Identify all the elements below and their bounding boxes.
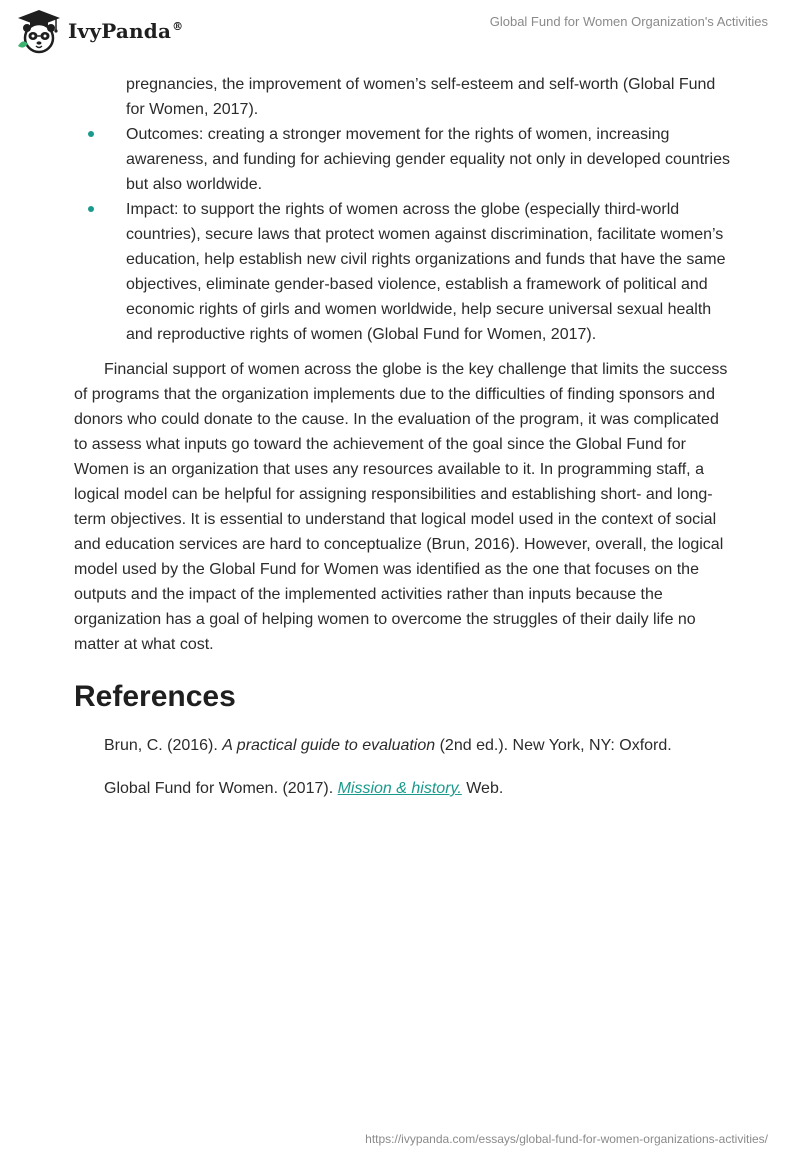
bullet-text: Impact: to support the rights of women across the globe (especially third-world countries), secure laws that protect women against discrimination, facilitate women’s education, help establish new civil rights organizations and funds that have the same objectives, eliminate gender-based violence, establish a framework of political and economic rights of girls and women worldwide, help secure universal sexual health and reproductive rights of women (Global Fund for Women, 2017). bbox=[126, 201, 726, 343]
bullet-item-outcomes bbox=[74, 122, 734, 197]
panda-graduate-icon bbox=[14, 6, 64, 56]
document-title: Global Fund for Women Organization's Activities bbox=[489, 14, 768, 29]
reference-publisher: (2nd ed.). New York, NY: Oxford. bbox=[435, 737, 672, 754]
body-paragraph: Financial support of women across the globe is the key challenge that limits the success of programs that the organization implements due to the difficulties of finding sponsors and donors who could donate to the cause. In the evaluation of the program, it was complicated to assess what inputs go toward the achievement of the goal since the Global Fund for Women is an organization that uses any resources available to it. In programming staff, a logical model can be helpful for assigning responsibilities and establishing short- and long-term objectives. It is essential to understand that logical model used in the context of social and education services are hard to conceptualize (Brun, 2016). However, overall, the logical model used by the Global Fund for Women was identified as the one that focuses on the outputs and the impact of the implemented activities rather than inputs because the organization has a goal of helping women to overcome the struggles of their daily life no matter at what cost. bbox=[74, 361, 728, 653]
references-heading: References bbox=[74, 680, 236, 713]
reference-author: Brun, C. (2016). bbox=[104, 737, 223, 754]
reference-title: A practical guide to evaluation bbox=[222, 737, 436, 754]
ivypanda-logo[interactable] bbox=[14, 6, 183, 56]
bullet-item-impact bbox=[74, 197, 734, 347]
essay-content bbox=[74, 72, 734, 819]
bullet-dot-icon bbox=[88, 131, 94, 137]
logo-text: IvyPanda® bbox=[68, 19, 184, 43]
mission-history-link[interactable]: Mission & history. bbox=[337, 780, 462, 797]
footer-url: https://ivypanda.com/essays/global-fund-for-women-organizations-activities/ bbox=[365, 1132, 768, 1146]
bullet-dot-icon bbox=[88, 206, 94, 212]
page-header bbox=[0, 0, 800, 64]
bullet-list bbox=[74, 122, 734, 347]
reference-brun bbox=[104, 733, 734, 758]
continued-bullet-text: pregnancies, the improvement of women’s self-esteem and self-worth (Global Fund for Women, 2017). bbox=[126, 76, 716, 118]
bullet-text: Outcomes: creating a stronger movement for the rights of women, increasing awareness, and funding for achieving gender equality not only in developed countries but also worldwide. bbox=[126, 126, 730, 193]
reference-global-fund bbox=[104, 776, 734, 801]
reference-suffix: Web. bbox=[461, 780, 504, 797]
reference-author: Global Fund for Women. (2017). bbox=[104, 780, 338, 797]
